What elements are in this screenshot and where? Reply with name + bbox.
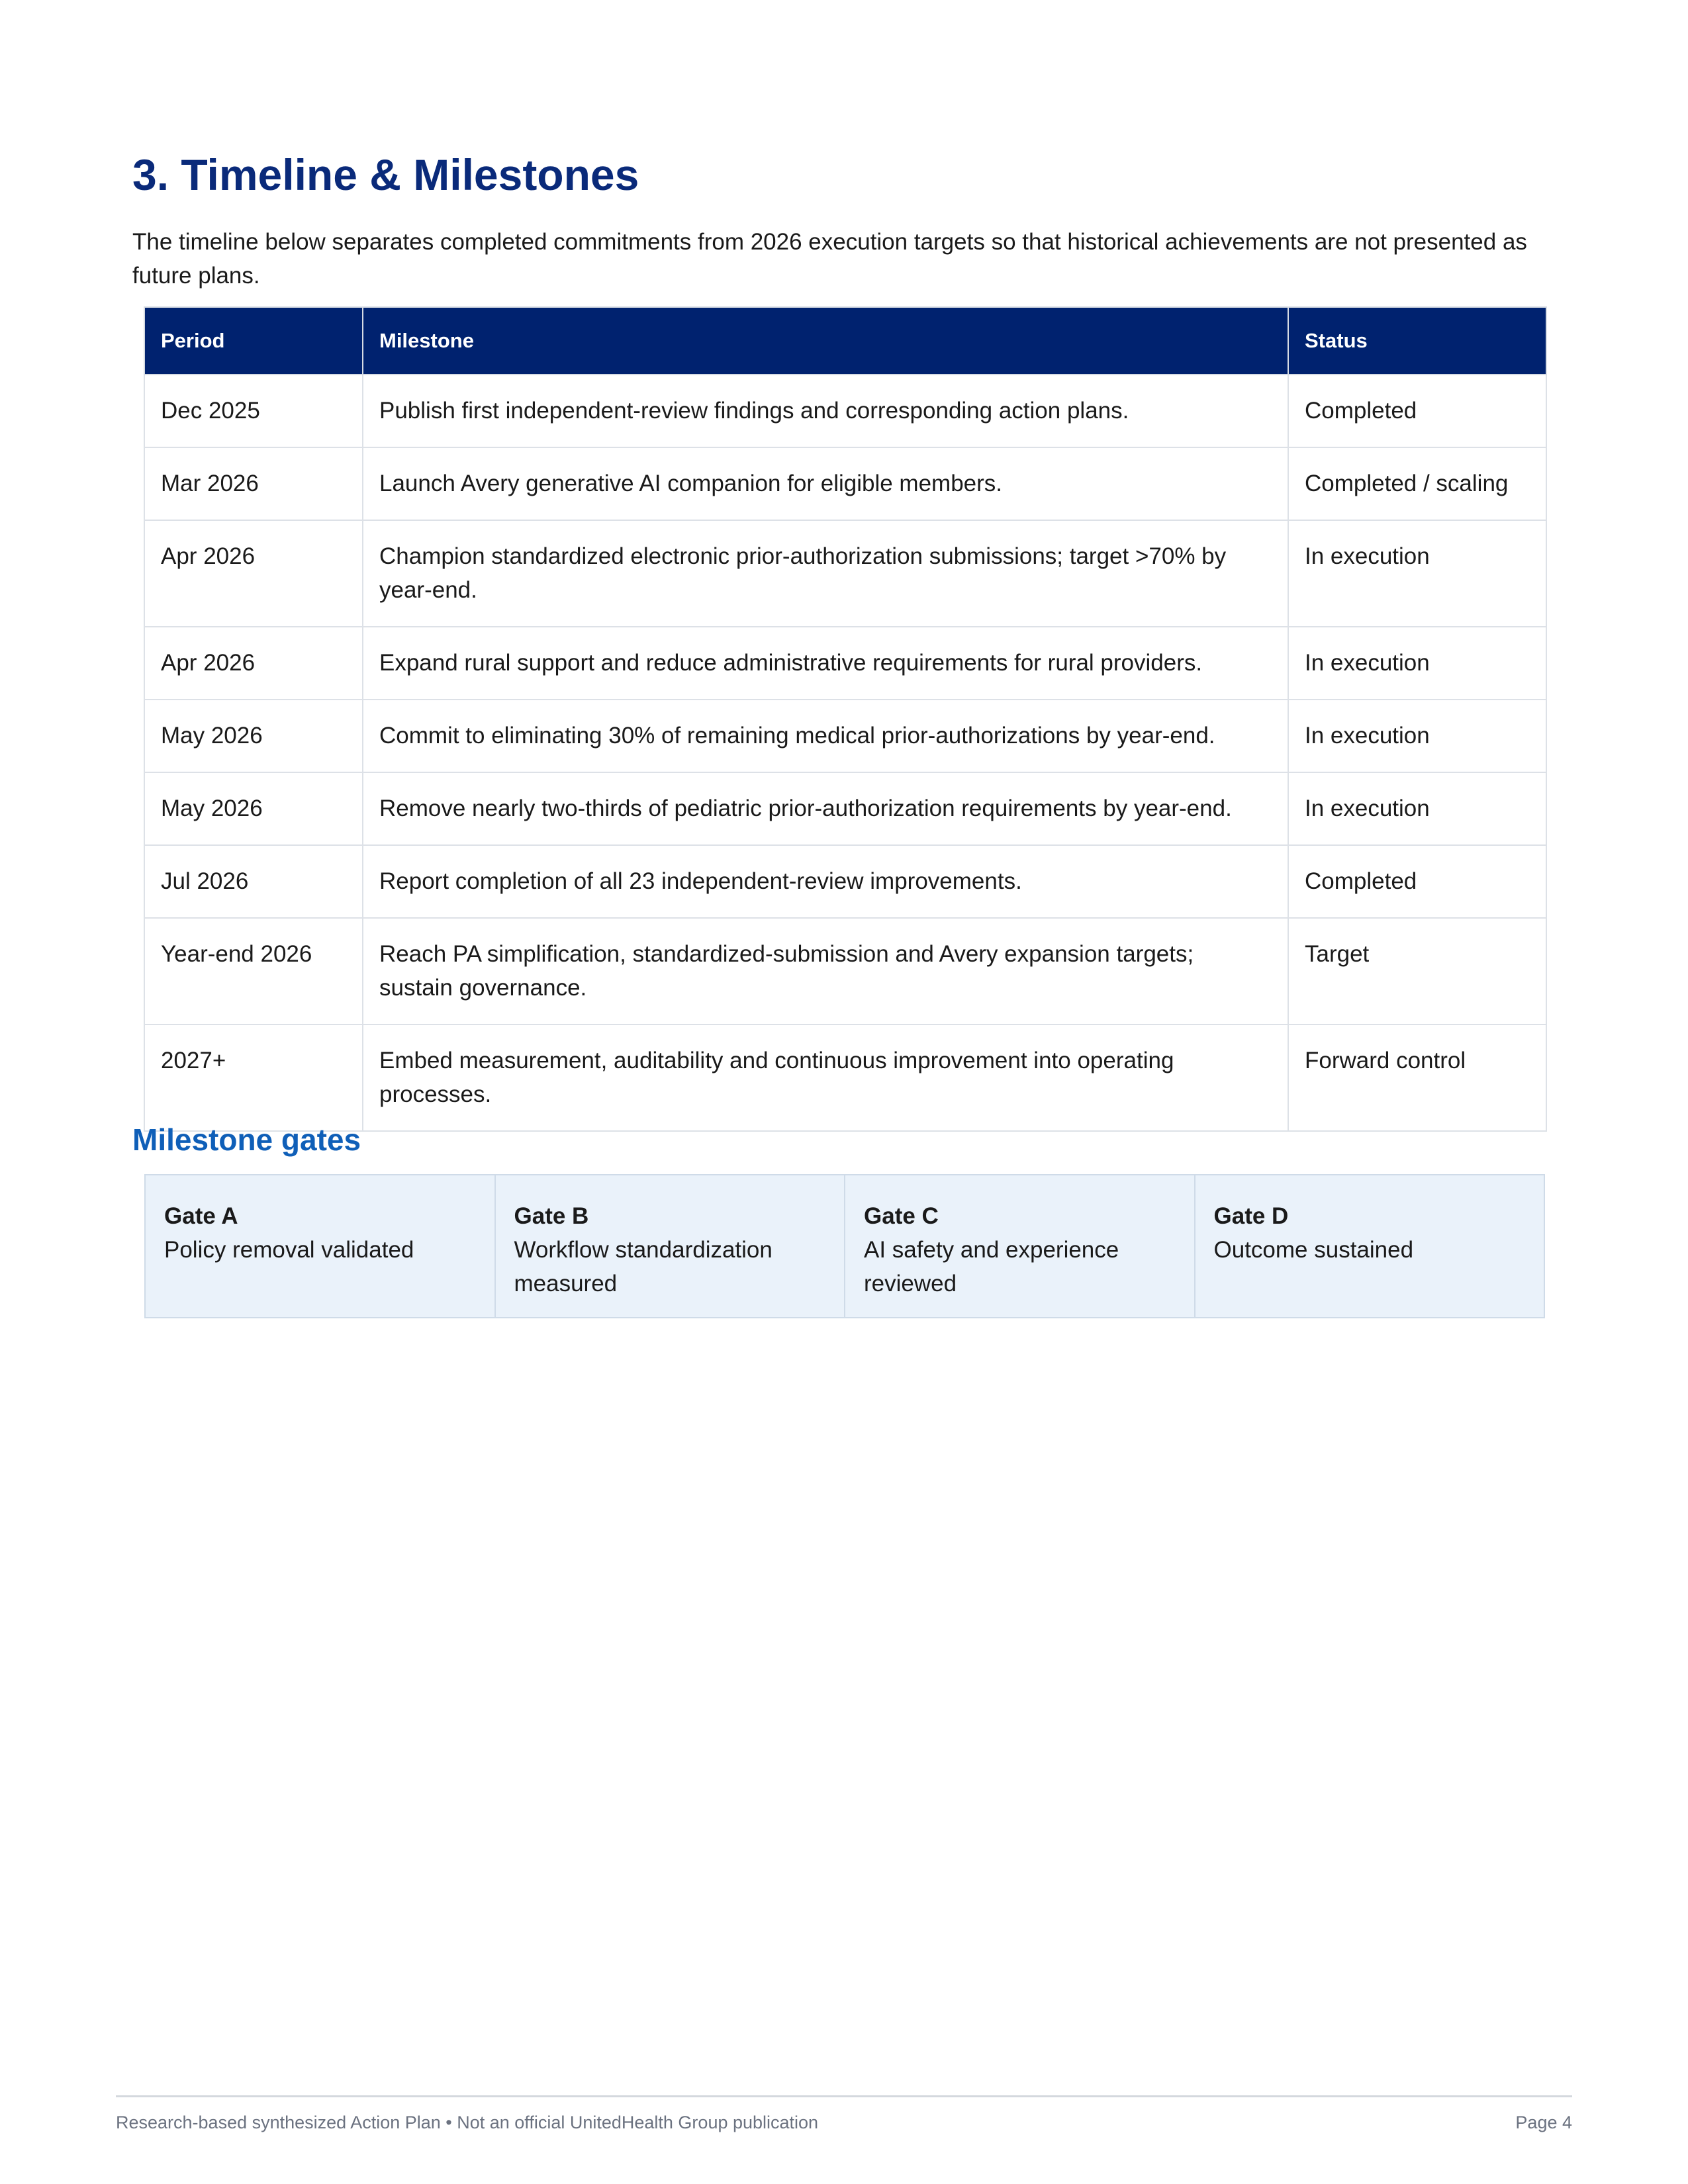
cell-status: In execution	[1288, 520, 1546, 627]
cell-milestone: Remove nearly two-thirds of pediatric prior-authorization requirements by year-end.	[363, 772, 1288, 845]
cell-status: Target	[1288, 918, 1546, 1024]
section-intro: The timeline below separates completed commitments from 2026 execution targets so that historical achievements are not presented as future plans.	[132, 229, 1527, 289]
cell-period: Apr 2026	[144, 627, 363, 700]
cell-milestone: Commit to eliminating 30% of remaining medical prior-authorizations by year-end.	[363, 700, 1288, 772]
cell-status: In execution	[1288, 627, 1546, 700]
cell-milestone: Embed measurement, auditability and continuous improvement into operating processes.	[363, 1024, 1288, 1131]
milestone-gates	[144, 1174, 1545, 1318]
cell-period: 2027+	[144, 1024, 363, 1131]
cell-status: In execution	[1288, 772, 1546, 845]
table-row	[144, 375, 1546, 447]
table-row	[144, 772, 1546, 845]
timeline-table	[144, 306, 1547, 1132]
table-row	[144, 700, 1546, 772]
cell-status: Completed / scaling	[1288, 447, 1546, 520]
section-title: 3. Timeline & Milestones	[132, 150, 639, 199]
gate-description: AI safety and experience reviewed	[864, 1237, 1119, 1297]
gate-description: Outcome sustained	[1213, 1237, 1414, 1263]
cell-status: Forward control	[1288, 1024, 1546, 1131]
gate-a	[146, 1175, 494, 1317]
header-status: Status	[1288, 307, 1546, 375]
header-milestone: Milestone	[363, 307, 1288, 375]
cell-milestone: Publish first independent-review findings and corresponding action plans.	[363, 375, 1288, 447]
timeline-header-row	[144, 307, 1546, 375]
table-row	[144, 1024, 1546, 1131]
table-row	[144, 627, 1546, 700]
milestone-gates-title: Milestone gates	[132, 1122, 361, 1157]
footer-divider	[116, 2095, 1572, 2097]
gate-b	[494, 1175, 845, 1317]
gate-name: Gate B	[514, 1203, 589, 1229]
gate-name: Gate C	[864, 1203, 939, 1229]
cell-period: Apr 2026	[144, 520, 363, 627]
table-row	[144, 447, 1546, 520]
cell-period: May 2026	[144, 700, 363, 772]
gate-name: Gate A	[164, 1203, 238, 1229]
cell-status: Completed	[1288, 375, 1546, 447]
gate-c	[844, 1175, 1194, 1317]
cell-milestone: Expand rural support and reduce administrative requirements for rural providers.	[363, 627, 1288, 700]
header-period: Period	[144, 307, 363, 375]
table-row	[144, 918, 1546, 1024]
cell-period: Mar 2026	[144, 447, 363, 520]
table-row	[144, 845, 1546, 918]
gate-description: Workflow standardization measured	[514, 1237, 773, 1297]
table-row	[144, 520, 1546, 627]
gate-description: Policy removal validated	[164, 1237, 414, 1263]
cell-status: In execution	[1288, 700, 1546, 772]
cell-milestone: Report completion of all 23 independent-review improvements.	[363, 845, 1288, 918]
footer-disclaimer: Research-based synthesized Action Plan • Not an official UnitedHealth Group publication	[116, 2113, 819, 2132]
cell-status: Completed	[1288, 845, 1546, 918]
cell-period: Dec 2025	[144, 375, 363, 447]
page-number: Page 4	[1515, 2113, 1572, 2132]
cell-period: Year-end 2026	[144, 918, 363, 1024]
cell-milestone: Reach PA simplification, standardized-submission and Avery expansion targets; sustain governance.	[363, 918, 1288, 1024]
cell-milestone: Launch Avery generative AI companion for eligible members.	[363, 447, 1288, 520]
cell-period: Jul 2026	[144, 845, 363, 918]
gate-d	[1194, 1175, 1544, 1317]
cell-period: May 2026	[144, 772, 363, 845]
cell-milestone: Champion standardized electronic prior-authorization submissions; target >70% by year-end.	[363, 520, 1288, 627]
gate-name: Gate D	[1213, 1203, 1289, 1229]
